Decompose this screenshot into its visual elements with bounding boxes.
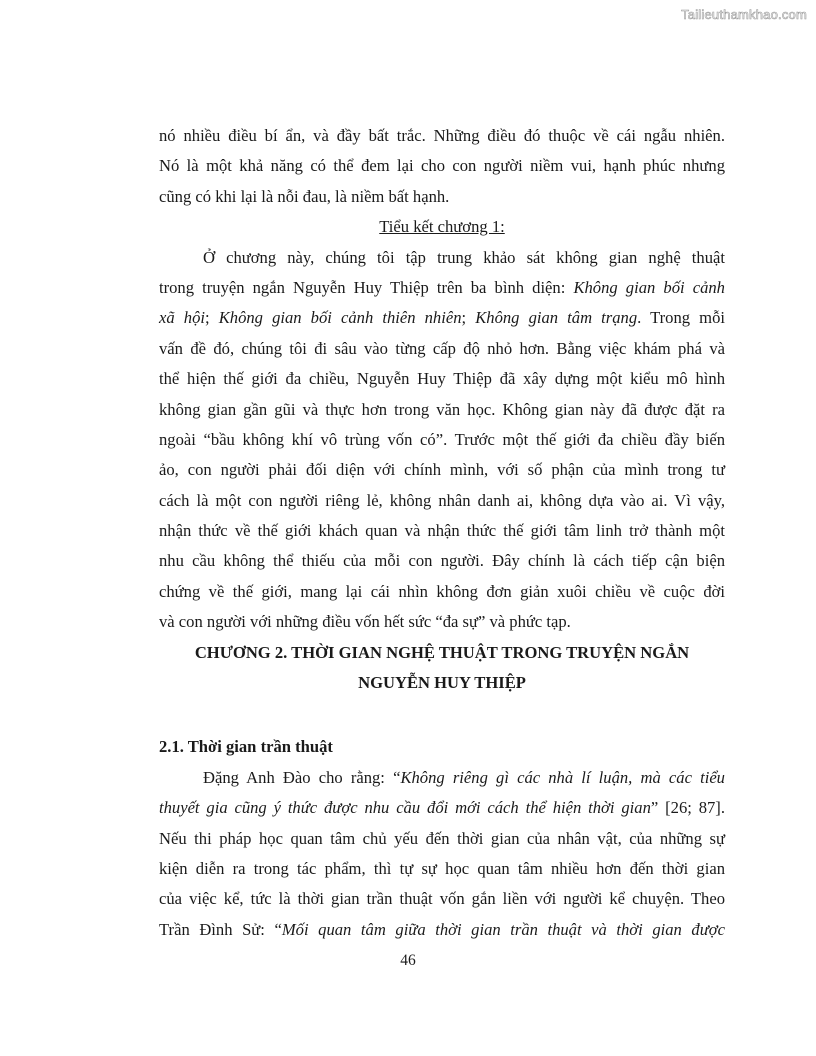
spacer — [159, 698, 725, 732]
text-line: nó nhiều điều bí ẩn, và đầy bất trắc. Những điều đó thuộc về cái ngẫu nhiên. — [159, 126, 725, 145]
paragraph — [159, 121, 725, 212]
text-line: cũng có khi lại là nỗi đau, là niềm bất hạnh. — [159, 186, 450, 206]
text-run: Đặng Anh Đào cho rằng: “ — [203, 767, 401, 787]
italic-text: xã hội — [159, 308, 205, 328]
subsection-heading: 2.1. Thời gian trần thuật — [159, 737, 333, 757]
section-heading-text: Tiểu kết chương 1: — [379, 217, 505, 237]
text-line: của việc kể, tức là thời gian trần thuật vốn gắn liền với người kể chuyện. Theo — [159, 889, 725, 909]
text-run: ; — [204, 308, 219, 328]
page-number: 46 — [400, 952, 416, 969]
italic-text: Mối quan tâm giữa thời gian trần thuật và thời gian được — [281, 919, 725, 939]
text-line: nhu cầu không thể thiếu của mỗi con người. Đây chính là cách tiếp cận biện — [159, 551, 725, 571]
text-line: chứng về thế giới, mang lại cái nhìn không đơn giản xuôi chiều về cuộc đời — [159, 581, 725, 601]
text-line — [159, 793, 725, 823]
text-run: Trần Đình Sử: “ — [159, 919, 282, 939]
text-line: cách là một con người riêng lẻ, không nhân danh ai, không dựa vào ai. Vì vậy, — [159, 490, 725, 510]
italic-text: Không gian bối cảnh thiên nhiên — [218, 308, 462, 328]
watermark: Tailieuthamkhao.com — [681, 7, 807, 22]
chapter-title-line: CHƯƠNG 2. THỜI GIAN NGHỆ THUẬT TRONG TRUYỆN NGẮN — [194, 642, 690, 662]
text-run: . Trong mỗi — [637, 308, 725, 328]
text-line: thể hiện thế giới đa chiều, Nguyễn Huy Thiệp đã xây dựng một kiểu mô hình — [159, 369, 725, 389]
italic-text: Không gian tâm trạng — [475, 308, 638, 328]
text-line: không gian gần gũi và thực hơn trong văn học. Không gian này đã được đặt ra — [159, 399, 725, 419]
text-line — [159, 273, 725, 303]
text-line — [159, 915, 725, 945]
text-line: vấn đề đó, chúng tôi đi sâu vào từng cấp độ nhỏ hơn. Bằng việc khám phá và — [159, 338, 725, 358]
italic-text: thuyết gia cũng ý thức được nhu cầu đổi mới cách thể hiện thời gian — [159, 798, 651, 818]
text-line: Ở chương này, chúng tôi tập trung khảo sát không gian nghệ thuật — [203, 247, 725, 267]
text-line: nhận thức về thế giới khách quan và nhận thức thế giới tâm linh trở thành một — [159, 521, 725, 541]
text-line: ngoài “bầu không khí vô trùng vốn có”. Trước một thế giới đa chiều đầy biến — [159, 429, 725, 449]
text-run: trong truyện ngắn Nguyễn Huy Thiệp trên ba bình diện: — [159, 277, 574, 297]
italic-text: Không riêng gì các nhà lí luận, mà các tiểu — [400, 767, 725, 787]
paragraph — [159, 243, 725, 638]
text-line: ảo, con người phải đối diện với chính mình, với số phận của mình trong tư — [159, 460, 725, 480]
text-line: Nếu thi pháp học quan tâm chủ yếu đến thời gian của nhân vật, của những sự — [159, 828, 725, 848]
text-line: Nó là một khả năng có thể đem lại cho con người niềm vui, hạnh phúc nhưng — [159, 156, 725, 176]
paragraph — [159, 763, 725, 945]
text-run: ” [26; 87]. — [650, 798, 725, 818]
chapter-title — [159, 638, 725, 699]
text-run: ; — [461, 308, 476, 328]
italic-text: Không gian bối cảnh — [573, 277, 725, 297]
text-line: kiện diễn ra trong tác phẩm, thì tự sự học quan tâm nhiều hơn đến thời gian — [159, 858, 725, 878]
chapter-title-line: NGUYỄN HUY THIỆP — [358, 673, 526, 693]
text-line — [159, 763, 725, 793]
text-line: và con người với những điều vốn hết sức “đa sự” và phức tạp. — [159, 612, 571, 632]
section-heading — [159, 212, 725, 242]
text-line — [159, 303, 725, 333]
page-body — [159, 121, 725, 945]
